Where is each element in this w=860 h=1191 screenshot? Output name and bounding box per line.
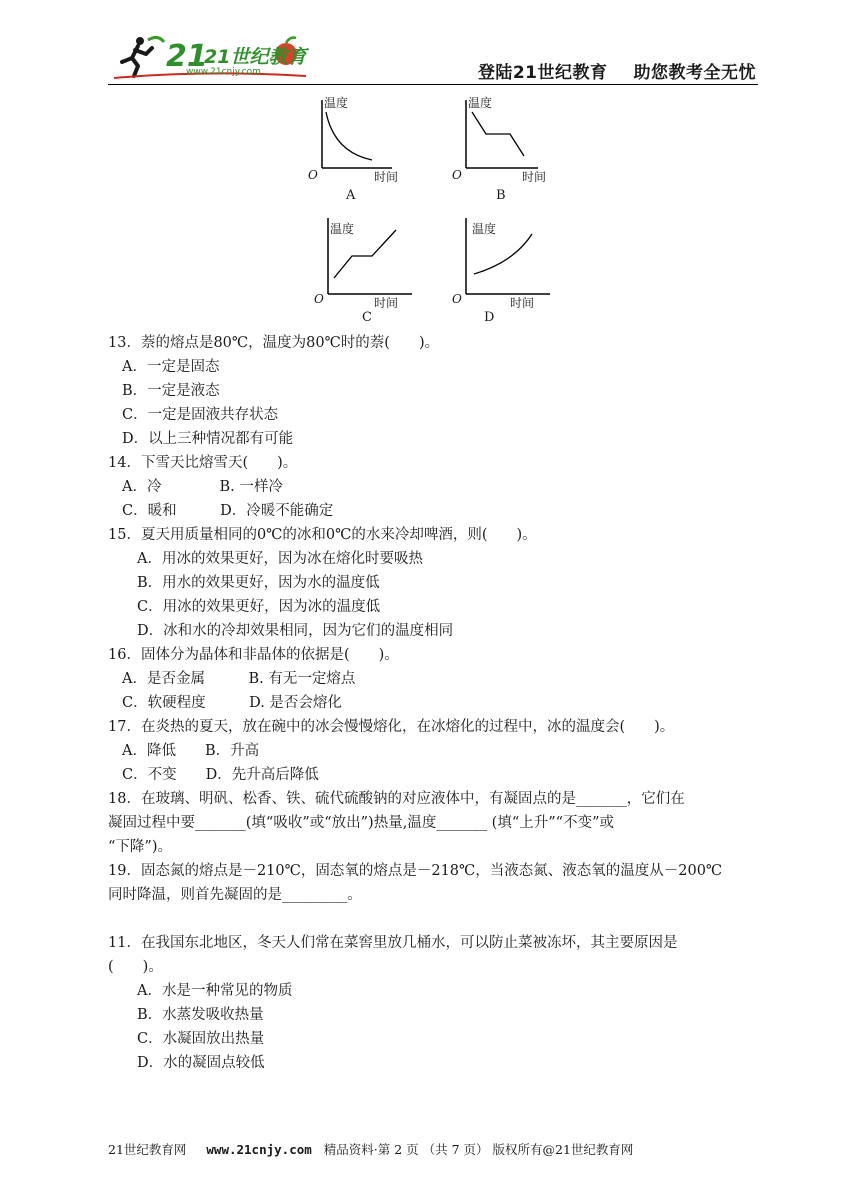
q15-option-a: A．用冰的效果更好，因为冰在熔化时要吸热 (137, 551, 423, 567)
graph-c-x-label: 时间 (374, 296, 399, 310)
page-header (108, 28, 756, 84)
graph-a-x-label: 时间 (374, 170, 399, 184)
q13-option-a: A．一定是固态 (122, 359, 220, 375)
q15-option-b: B．用水的效果更好，因为水的温度低 (137, 575, 380, 591)
q14-options-ab: A．冷 B. 一样冷 (122, 479, 283, 495)
q14-options-cd: C．暖和 D．冷暖不能确定 (122, 503, 334, 519)
graph-d (452, 212, 562, 324)
graph-b-y-label: 温度 (468, 96, 493, 110)
q11-option-c: C．水凝固放出热量 (137, 1031, 265, 1047)
graph-d-caption: D (484, 310, 495, 325)
question-19-line-1: 19．固态氮的熔点是－210℃，固态氧的熔点是－218℃，当液态氮、液态氧的温度从－200℃ (108, 863, 723, 879)
graph-b (452, 94, 562, 206)
q13-option-d: D．以上三种情况都有可能 (122, 431, 294, 447)
q17-options-ab: A．降低 B．升高 (122, 743, 260, 759)
graph-b-origin: O (452, 168, 462, 182)
graph-a-y-label: 温度 (324, 96, 349, 110)
question-13: 13．萘的熔点是80℃，温度为80℃时的萘( )。 (108, 335, 440, 351)
graph-a (308, 94, 418, 206)
graph-c-caption: C (362, 310, 372, 325)
q11-option-d: D．水的凝固点较低 (137, 1055, 265, 1071)
graph-b-caption: B (496, 188, 506, 203)
graph-c (314, 212, 424, 324)
question-11-line-1: 11．在我国东北地区，冬天人们常在菜窖里放几桶水，可以防止菜被冻坏，其主要原因是 (108, 935, 678, 951)
question-18-line-1: 18．在玻璃、明矾、松香、铁、硫代硫酸钠的对应液体中，有凝固点的是_______，它们在 (108, 791, 685, 807)
question-18-line-3: “下降”)。 (108, 839, 172, 855)
slogan-right: 助您教考全无忧 (633, 63, 756, 83)
graph-a-origin: O (308, 168, 318, 182)
graph-c-y-label: 温度 (330, 222, 355, 236)
header-slogan (478, 58, 756, 83)
question-11-line-2: ( )。 (108, 959, 163, 975)
q13-option-c: C．一定是固液共存状态 (122, 407, 279, 423)
header-divider (108, 84, 758, 85)
logo-text: 21世纪教育 (204, 46, 307, 68)
q11-option-a: A．水是一种常见的物质 (137, 983, 293, 999)
question-14: 14．下雪天比熔雪天( )。 (108, 455, 298, 471)
question-17: 17．在炎热的夏天，放在碗中的冰会慢慢熔化，在冰熔化的过程中，冰的温度会( )。 (108, 719, 675, 735)
slogan-left: 登陆21世纪教育 (477, 63, 608, 83)
page-footer (108, 1140, 633, 1158)
question-16: 16．固体分为晶体和非晶体的依据是( )。 (108, 647, 399, 663)
graph-c-origin: O (314, 292, 324, 306)
question-19-line-2: 同时降温，则首先凝固的是_________。 (108, 887, 362, 903)
q16-options-ab: A．是否金属 B. 有无一定熔点 (122, 671, 356, 687)
graph-d-origin: O (452, 292, 462, 306)
q15-option-d: D．冰和水的冷却效果相同，因为它们的温度相同 (137, 623, 454, 639)
graph-a-caption: A (346, 188, 356, 203)
q15-option-c: C．用冰的效果更好，因为冰的温度低 (137, 599, 381, 615)
q16-options-cd: C．软硬程度 D. 是否会熔化 (122, 695, 342, 711)
question-18-line-2: 凝固过程中要_______(填“吸收”或“放出”)热量,温度_______ (填“上升”“不变”或 (108, 815, 614, 831)
site-logo[interactable] (108, 32, 308, 80)
logo-url: www.21cnjy.com (186, 67, 261, 77)
question-15: 15．夏天用质量相同的0℃的冰和0℃的水来冷却啤酒，则( )。 (108, 527, 537, 543)
graph-b-x-label: 时间 (522, 170, 547, 184)
graph-d-y-label: 温度 (472, 222, 497, 236)
footer-site: 21世纪教育网 (108, 1142, 187, 1157)
graph-d-plot (452, 212, 562, 324)
q17-options-cd: C．不变 D．先升高后降低 (122, 767, 319, 783)
q13-option-b: B．一定是液态 (122, 383, 220, 399)
q11-option-b: B．水蒸发吸收热量 (137, 1007, 264, 1023)
footer-url[interactable]: www.21cnjy.com (206, 1142, 312, 1157)
svg-text:21: 21 (166, 39, 208, 74)
footer-info: 精品资料·第 2 页 （共 7 页） 版权所有@21世纪教育网 (323, 1142, 634, 1157)
graph-d-x-label: 时间 (510, 296, 535, 310)
